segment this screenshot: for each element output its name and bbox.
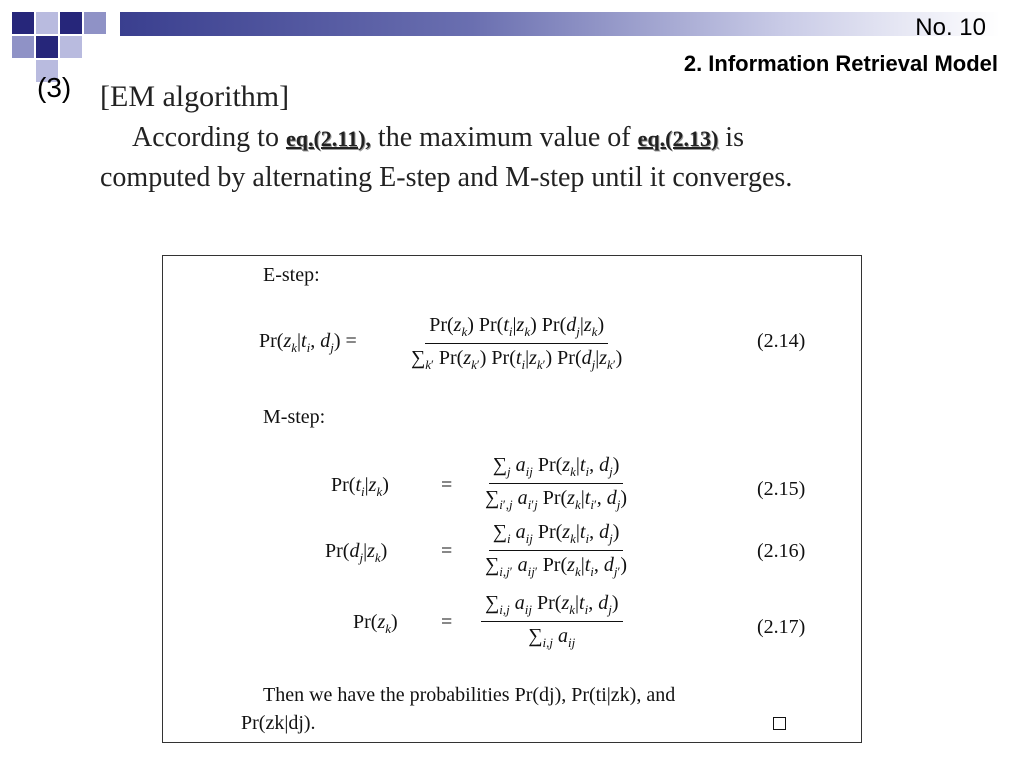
eq-2-17-fraction: $\sum_{i,j}$ $a_{ij}$ $Pr(z_k|t_i$, $d_j$) $\sum_{i,j}$ $a_{ij}$ [481, 592, 623, 651]
eq-2-16-lhs: $Pr(d_j|z_k)$ [325, 540, 388, 565]
eq-2-14-lhs: $Pr(z_k|t_i$, $d_j$) = [259, 330, 357, 355]
eq-2-16-fraction: $\sum_i$ $a_{ij}$ $Pr(z_k|t_i$, $d_j$) $\sum_{i,j'}$ $a_{ij'}$ $Pr(z_k|t_i$, $d_{j'}$) [485, 521, 628, 579]
eq-number-2-17: (2.17) [757, 616, 806, 638]
eq-2-14-fraction: $\frac{Pr(z_k) Pr(t_i|z_k) Pr(d_j|z_k)}{\sum_{k'} Pr(z_{k'}) Pr(t_i|z_{k'}) Pr(d_j|z_{k'})}$ [411, 314, 623, 372]
estep-label: E-step: [263, 264, 320, 286]
equals-sign: = [441, 540, 453, 562]
eq-number-2-14: (2.14) [757, 330, 806, 352]
section-title: 2. Information Retrieval Model [683, 51, 998, 76]
intro-paragraph [100, 118, 860, 197]
eq-ref-2-13: eq.(2.13) [637, 126, 719, 151]
para-text-2: the maximum value of [377, 122, 631, 153]
em-algorithm-box [162, 255, 862, 743]
eq-number-2-15: (2.15) [757, 478, 806, 500]
eq-2-17-lhs: $Pr(z_k)$ [353, 611, 398, 636]
header-gradient-bar [120, 12, 1000, 36]
eq-2-15-lhs: $Pr(t_i|z_k)$ [331, 474, 389, 499]
qed-square-icon [773, 717, 786, 730]
equals-sign: = [441, 611, 453, 633]
slide-number: No. 10 [915, 14, 986, 41]
eq-ref-2-11: eq.(2.11), [285, 126, 371, 151]
para-text-1: According to [132, 122, 279, 153]
conclusion-line-1: Then we have the probabilities Pr(dj), Pr(ti|zk), and [263, 684, 676, 706]
conclusion-line-2: Pr(zk|dj). [241, 712, 316, 734]
item-number: (3) [37, 72, 72, 103]
eq-2-15-fraction: $\sum_j$ $a_{ij}$ $Pr(z_k|t_i$, $d_j$) $\sum_{i',j}$ $a_{i'j}$ $Pr(z_k|t_{i'}$, $d_j$) [485, 454, 628, 512]
mstep-label: M-step: [263, 406, 326, 428]
para-text-3: is computed by alternating E-step and M-step until it converges. [100, 122, 793, 193]
eq-number-2-16: (2.16) [757, 540, 806, 562]
equals-sign: = [441, 474, 453, 496]
slide-heading: [EM algorithm] [100, 80, 290, 113]
